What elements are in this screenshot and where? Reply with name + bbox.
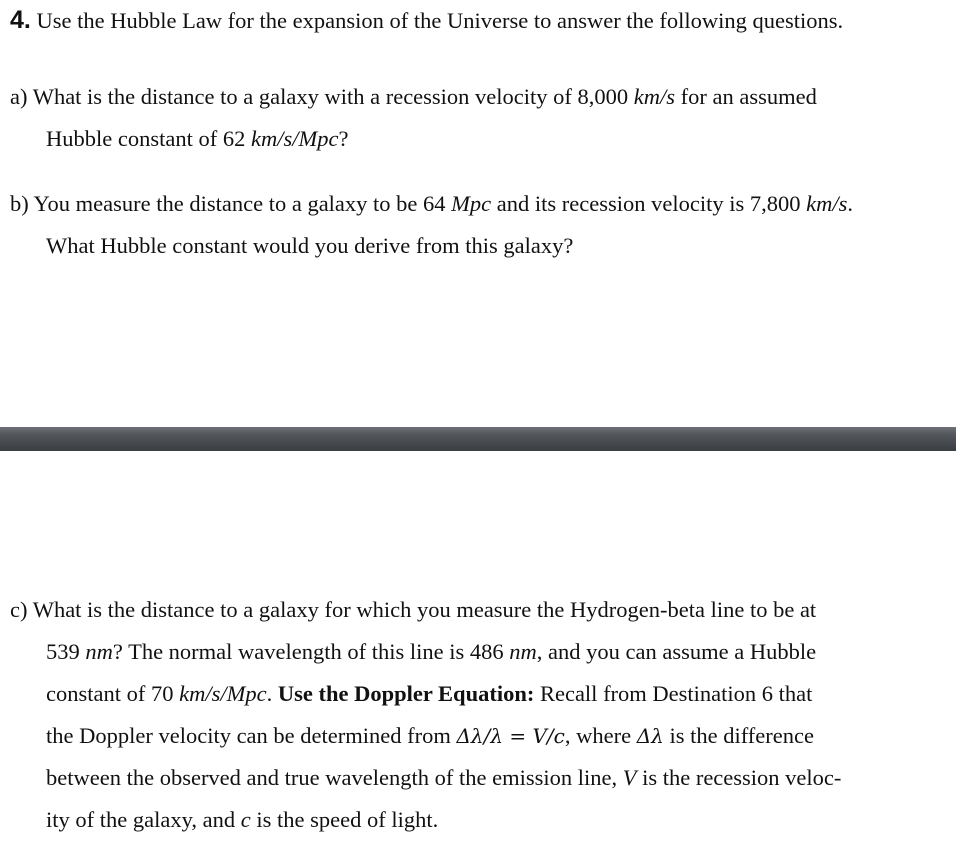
part-b-label: b) (10, 191, 29, 216)
part-c-line-1 (10, 596, 816, 624)
section-divider (0, 427, 956, 451)
question-heading (10, 6, 843, 35)
part-c-line-4: the Doppler velocity can be determined from Δλ/λ = V/c, where Δλ is the difference (46, 723, 814, 748)
part-c-line-6: ity of the galaxy, and c is the speed of light. (46, 807, 439, 832)
part-c-text: What is the distance to a galaxy for which you measure the Hydrogen-beta line to be at (32, 597, 817, 622)
part-c-line-3: constant of 70 km/s/Mpc. Use the Doppler Equation: Recall from Destination 6 that (46, 681, 813, 706)
part-a-text: What is the distance to a galaxy with a recession velocity of 8,000 km/s for an assumed (32, 84, 817, 109)
question-number: 4. (10, 6, 31, 34)
part-a-label: a) (10, 84, 28, 109)
part-b-line-2: What Hubble constant would you derive from this galaxy? (46, 233, 574, 258)
part-a-line-1 (10, 83, 817, 111)
part-c-line-5: between the observed and true wavelength of the emission line, V is the recession veloc- (46, 765, 842, 790)
part-b-text: You measure the distance to a galaxy to be 64 Mpc and its recession velocity is 7,800 km/s. (33, 191, 853, 216)
part-c-line-2: 539 nm? The normal wavelength of this line is 486 nm, and you can assume a Hubble (46, 639, 817, 664)
doppler-equation: Δλ/λ = V/c (456, 724, 565, 748)
doppler-instruction: Use the Doppler Equation: (277, 681, 535, 706)
part-b-line-1 (10, 190, 853, 218)
part-c-label: c) (10, 597, 28, 622)
question-intro: Use the Hubble Law for the expansion of the Universe to answer the following questions. (36, 8, 844, 33)
part-a-line-2: Hubble constant of 62 km/s/Mpc? (46, 126, 349, 151)
